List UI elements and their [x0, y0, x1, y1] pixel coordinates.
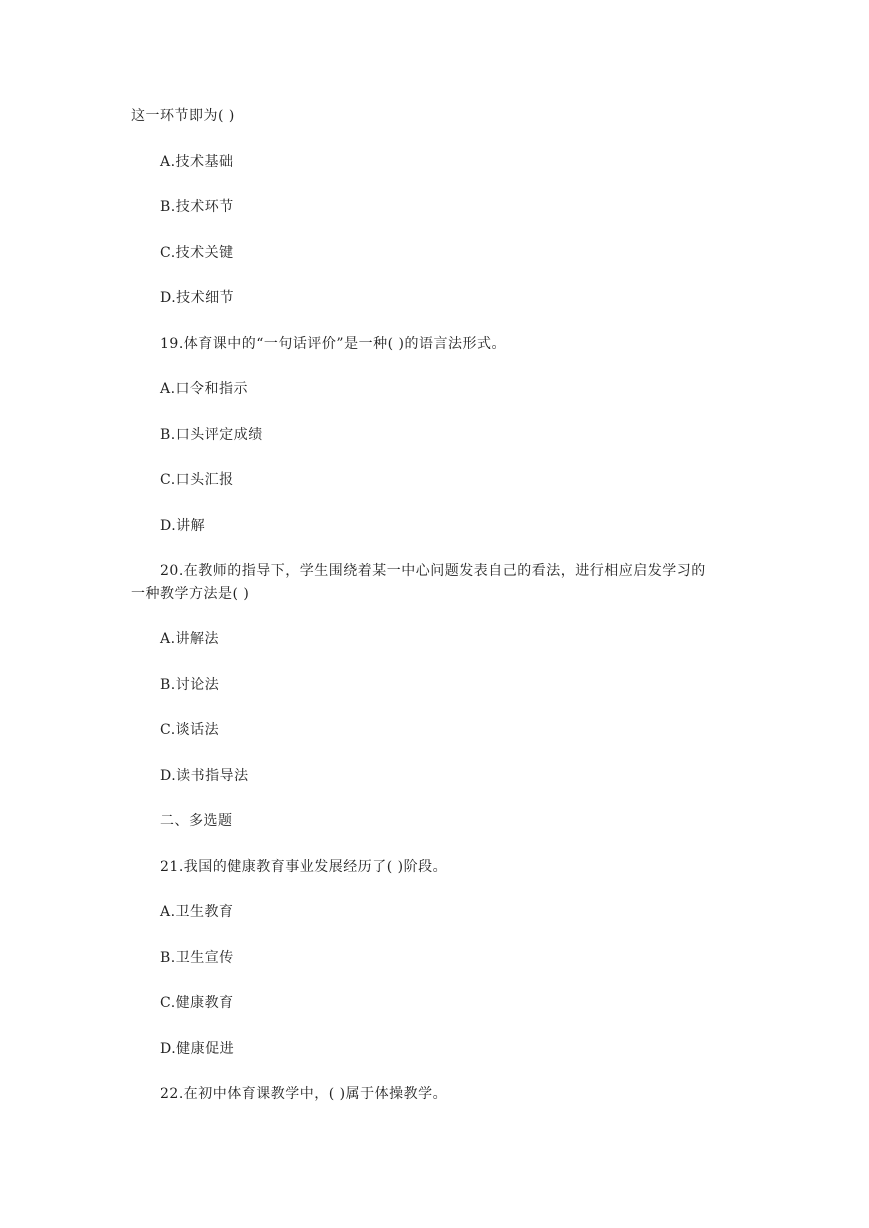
option-a: A.口令和指示	[160, 381, 249, 397]
question-20-continuation: 一种教学方法是( )	[131, 586, 250, 602]
option-c: C.口头汇报	[160, 472, 234, 488]
question-20: 20.在教师的指导下，学生围绕着某一中心问题发表自己的看法，进行相应启发学习的	[160, 563, 706, 579]
option-b: B.讨论法	[160, 677, 220, 693]
option-a: A.讲解法	[160, 631, 220, 647]
question-21: 21.我国的健康教育事业发展经历了( )阶段。	[160, 859, 448, 875]
question-19: 19.体育课中的“一句话评价”是一种( )的语言法形式。	[160, 336, 506, 352]
option-a: A.技术基础	[160, 154, 234, 170]
option-d: D.讲解	[160, 518, 206, 534]
option-d: D.健康促进	[160, 1041, 235, 1057]
option-c: C.谈话法	[160, 722, 220, 738]
option-b: B.卫生宣传	[160, 950, 234, 966]
option-b: B.技术环节	[160, 199, 234, 215]
question-18-continuation: 这一环节即为( )	[131, 108, 235, 124]
option-d: D.技术细节	[160, 290, 235, 306]
option-c: C.健康教育	[160, 995, 234, 1011]
option-a: A.卫生教育	[160, 904, 234, 920]
option-c: C.技术关键	[160, 245, 234, 261]
question-22: 22.在初中体育课教学中，( )属于体操教学。	[160, 1086, 448, 1102]
section-heading: 二、多选题	[160, 813, 233, 829]
option-b: B.口头评定成绩	[160, 427, 263, 443]
option-d: D.读书指导法	[160, 768, 249, 784]
